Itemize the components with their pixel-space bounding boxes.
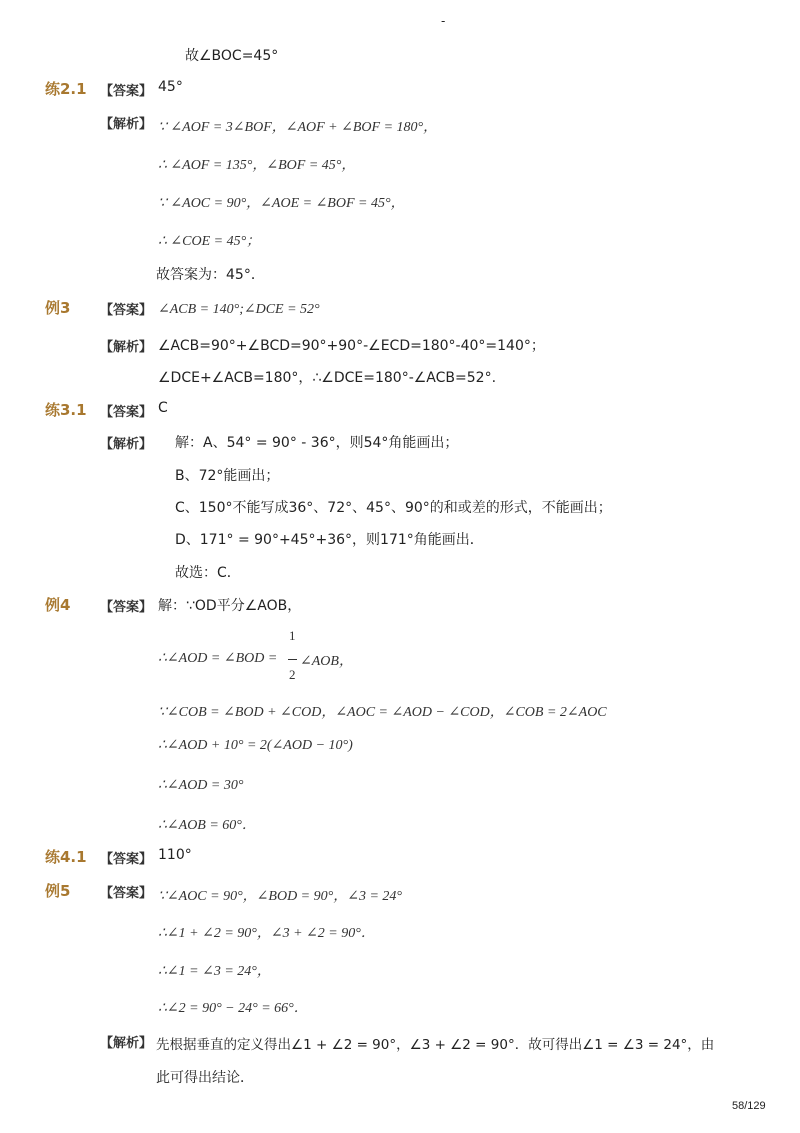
equation-line: ∵∠AOC = 90°，∠BOD = 90°，∠3 = 24°	[158, 889, 403, 904]
equation-line: ∵∠COB = ∠BOD + ∠COD，∠AOC = ∠AOD − ∠COD，∠COB = 2∠AOC	[158, 705, 607, 720]
section-label-li3: 例3	[45, 299, 71, 317]
equation-line: ∴∠AOD = 30°	[158, 778, 244, 793]
answer-text: ∠ACB = 140°;∠DCE = 52°	[158, 302, 320, 317]
answer-tag: 【答案】	[100, 600, 153, 615]
equation-prefix: ∴∠AOD = ∠BOD =	[158, 651, 278, 666]
fraction-numerator: 1	[289, 628, 296, 643]
answer-text: 110°	[158, 847, 192, 863]
answer-text: 45°	[158, 79, 183, 95]
analysis-tag: 【解析】	[100, 117, 153, 132]
answer-text: 解：∵OD平分∠AOB，	[158, 598, 302, 614]
analysis-tag: 【解析】	[100, 340, 153, 355]
answer-tag: 【答案】	[100, 886, 153, 901]
analysis-line: ∴ ∠AOF = 135°，∠BOF = 45°，	[158, 158, 356, 173]
analysis-line: 先根据垂直的定义得出∠1 + ∠2 = 90°，∠3 + ∠2 = 90°．故可得出∠1 = ∠3 = 24°，由	[156, 1037, 715, 1053]
equation-line: ∴∠AOB = 60°．	[158, 818, 256, 833]
section-label-lian41: 练4.1	[45, 848, 87, 866]
answer-tag: 【答案】	[100, 852, 153, 867]
analysis-tag: 【解析】	[100, 437, 153, 452]
answer-tag: 【答案】	[100, 405, 153, 420]
analysis-line: ∠DCE+∠ACB=180°，∴∠DCE=180°-∠ACB=52°.	[158, 370, 497, 386]
analysis-tag: 【解析】	[100, 1036, 153, 1051]
equation-line: ∴∠1 = ∠3 = 24°，	[158, 964, 271, 979]
equation-suffix: ∠AOB，	[300, 654, 353, 669]
analysis-line: ∵ ∠AOC = 90°，∠AOE = ∠BOF = 45°，	[158, 196, 405, 211]
analysis-line: 此可得出结论．	[156, 1070, 254, 1086]
fraction-denominator: 2	[289, 667, 296, 682]
equation-line: ∴∠AOD + 10° = 2(∠AOD − 10°)	[158, 738, 353, 753]
fraction-bar	[288, 659, 297, 660]
page-number: 58/129	[732, 1100, 766, 1112]
section-label-li4: 例4	[45, 596, 71, 614]
answer-text: C	[158, 400, 168, 416]
top-mark: -	[441, 14, 446, 28]
analysis-line: ∴ ∠COE = 45°；	[158, 234, 261, 249]
analysis-line: ∠ACB=90°+∠BCD=90°+90°-∠ECD=180°-40°=140°；	[158, 338, 545, 354]
equation-line: ∴∠2 = 90° − 24° = 66°．	[158, 1001, 308, 1016]
section-label-lian21: 练2.1	[45, 80, 87, 98]
analysis-line: 故选：C．	[175, 565, 241, 581]
analysis-line: 解：A、54° = 90° - 36°，则54°角能画出；	[175, 435, 459, 451]
section-label-lian31: 练3.1	[45, 401, 87, 419]
answer-tag: 【答案】	[100, 303, 153, 318]
answer-tag: 【答案】	[100, 84, 153, 99]
analysis-line: D、171° = 90°+45°+36°，则171°角能画出．	[175, 532, 484, 548]
equation-line: ∴∠1 + ∠2 = 90°，∠3 + ∠2 = 90°．	[158, 926, 375, 941]
conclusion-line: 故答案为：45°．	[156, 267, 265, 283]
analysis-line: ∵ ∠AOF = 3∠BOF，∠AOF + ∠BOF = 180°，	[158, 120, 438, 135]
intro-line: 故∠BOC=45°	[185, 48, 279, 64]
section-label-li5: 例5	[45, 882, 71, 900]
analysis-line: C、150°不能写成36°、72°、45°、90°的和或差的形式，不能画出；	[175, 500, 612, 516]
analysis-line: B、72°能画出；	[175, 468, 280, 484]
